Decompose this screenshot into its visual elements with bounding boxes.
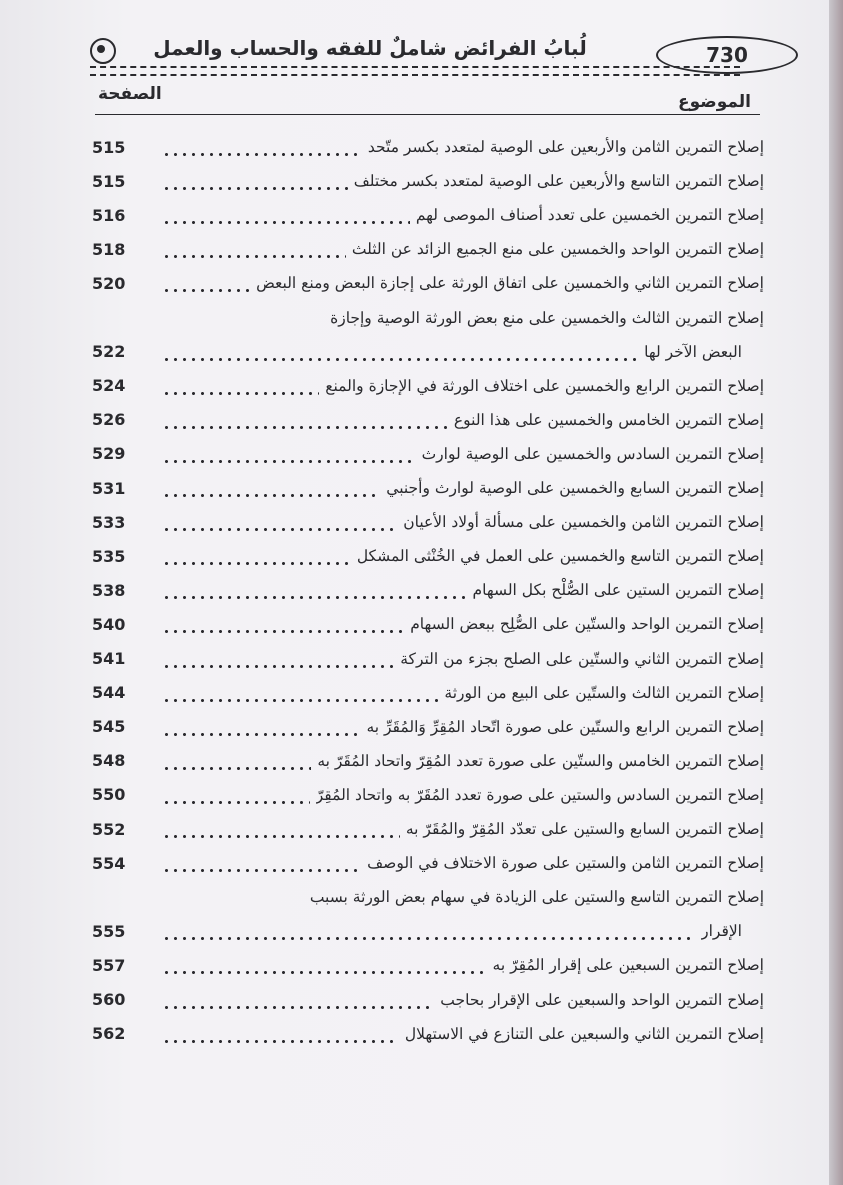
dot-leader [154,130,368,164]
dot-leader [154,232,352,266]
toc-entry [92,539,764,573]
dot-leader [154,198,416,232]
toc-entry-title: إصلاح التمرين الثالث والستّين على البيع من الورثة [444,683,764,702]
toc-entry-title: إصلاح التمرين الرابع والستّين على صورة اتّحاد المُقِرِّ وَالمُقَرِّ به [366,717,764,736]
toc-entry-title: إصلاح التمرين الخامس والستّين على صورة تعدد المُقِرّ واتحاد المُقَرّ به [317,751,764,770]
toc-entry-page: 560 [92,990,126,1009]
dot-leader [154,983,440,1017]
toc-entry-page: 516 [92,205,126,225]
toc-entry [92,198,764,232]
toc-entry-page: 518 [92,239,126,259]
toc-entry-title: إصلاح التمرين الثاني والسبعين على التنازع في الاستهلال [404,1024,764,1043]
toc-entry-title: إصلاح التمرين التاسع والأربعين على الوصية لمتعدد بكسر مختلف [353,172,764,191]
dot-leader [154,573,473,607]
toc-entry-page: 535 [92,546,126,566]
toc-entry [92,812,764,846]
dot-leader [154,437,422,471]
toc-entry [92,778,764,812]
toc-entry-title: إصلاح التمرين السبعين على إقرار المُقِرّ به [492,956,764,975]
dot-leader [154,914,701,948]
toc-entry-title: إصلاح التمرين السابع والستين على تعدّد المُقِرّ والمُقَرّ به [405,820,764,838]
toc-entry-title: إصلاح التمرين الواحد والسبعين على الإقرار بحاجب [440,990,764,1009]
toc-entry-page: 555 [92,921,126,941]
dot-leader [154,846,367,880]
toc-entry [92,403,764,437]
dot-leader [154,335,644,369]
dot-leader [154,607,410,641]
toc-entry-title: إصلاح التمرين الرابع والخمسين على اختلاف الورثة في الإجازة والمنع [325,376,764,395]
toc-entry-page: 526 [92,410,126,430]
toc-entry-continuation: البعض الآخر لها [644,342,742,361]
toc-entry-page: 540 [92,614,126,634]
toc-entry [92,983,764,1017]
toc-entry-page: 515 [92,137,126,157]
dot-leader [154,812,406,846]
toc-entry-title: إصلاح التمرين الخمسين على تعدد أصناف الموصى لهم [415,206,764,225]
toc-entry [92,846,764,880]
toc-entry [92,948,764,982]
toc-entry [92,232,764,266]
toc-entry-title: إصلاح التمرين السابع والخمسين على الوصية لوارث وأجنبي [386,479,764,497]
dot-leader [154,676,444,710]
toc-entry [92,437,764,471]
toc-entry-page: 529 [92,444,126,464]
toc-entry-title: إصلاح التمرين الثامن والخمسين على مسألة أولاد الأعيان [403,513,764,532]
toc-entry-title: إصلاح التمرين الخامس والخمسين على هذا النوع [453,410,764,429]
toc-entry-page: 520 [92,273,126,293]
toc-entry [92,744,764,778]
dot-leader [154,266,256,300]
toc-entry-page: 554 [92,853,126,873]
dot-leader [154,710,366,744]
toc-entry [92,1017,764,1051]
toc-entry [92,710,764,744]
toc-entry [92,914,764,948]
toc-entry [92,369,764,403]
toc-entry-title: إصلاح التمرين الثامن والستين على صورة الاختلاف في الوصف [367,854,764,873]
toc-entry-title: إصلاح التمرين الثاني والستّين على الصلح بجزء من التركة [400,649,764,668]
toc-entry-title: إصلاح التمرين الثاني والخمسين على اتفاق الورثة على إجازة البعض ومنع البعض [256,274,764,293]
toc-entry-page: 533 [92,512,126,532]
toc-entry [92,130,764,164]
dot-leader [154,744,317,778]
toc-entry [92,607,764,641]
dot-leader [154,471,386,505]
toc-entry-continuation: الإقرار [701,922,742,941]
dot-leader [154,505,403,539]
toc-entry-page: 522 [92,342,126,362]
page-number: 730 [706,43,748,67]
toc-entry [92,164,764,198]
toc-entry-page: 545 [92,717,126,737]
toc-entry-page: 562 [92,1024,126,1044]
dot-leader [154,1017,405,1051]
column-header-page: الصفحة [98,84,162,104]
toc-entry-page: 524 [92,376,126,396]
toc-entry-title: إصلاح التمرين التاسع والستين على الزيادة في سهام بعض الورثة بسبب [309,888,764,907]
toc-entry [92,471,764,505]
dot-leader [154,164,354,198]
toc-entry-page: 550 [92,785,126,805]
dot-leader [154,948,493,982]
dot-leader [154,403,454,437]
toc-entry-page: 548 [92,751,126,771]
toc-entry-page: 544 [92,683,126,703]
book-title: لُبابُ الفرائض شاملٌ للفقه والحساب والعمل [153,36,587,60]
dot-leader [154,539,357,573]
toc-entry-page: 515 [92,171,126,191]
toc-entry [92,573,764,607]
toc-entry-title: إصلاح التمرين الثالث والخمسين على منع بعض الورثة الوصية وإجازة [330,308,764,327]
toc-entry [92,335,764,369]
dot-leader [154,369,325,403]
toc-entry-page: 541 [92,649,126,668]
toc-entry-title: إصلاح التمرين التاسع والخمسين على العمل في الخُنْثى المشكل [356,547,764,566]
toc-entry [92,642,764,676]
toc-entry-page: 552 [92,819,126,839]
toc-entry-title: إصلاح التمرين الواحد والستّين على الصُّلِح ببعض السهام [410,615,764,634]
toc-entry [92,266,764,300]
toc-entry-title: إصلاح التمرين الواحد والخمسين على منع الجميع الزائد عن الثلث [351,240,764,259]
toc-entry-title: إصلاح التمرين السادس والستين على صورة تعدد المُقَرّ به واتحاد المُقِرّ [315,785,764,804]
dot-leader [154,778,316,812]
toc-entry-page: 531 [92,478,126,498]
toc-entry-title: إصلاح التمرين السادس والخمسين على الوصية لوارث [421,444,764,463]
column-header-topic: الموضوع [678,92,751,112]
toc-entry [92,505,764,539]
toc-entry-title: إصلاح التمرين الستين على الصُّلْح بكل السهام [472,581,764,600]
dot-leader [154,642,400,676]
toc-entry-title: إصلاح التمرين الثامن والأربعين على الوصية لمتعدد بكسر متّحد [367,138,764,156]
toc-entry-page: 557 [92,955,126,975]
toc-entry-page: 538 [92,580,126,600]
toc-entry [92,676,764,710]
